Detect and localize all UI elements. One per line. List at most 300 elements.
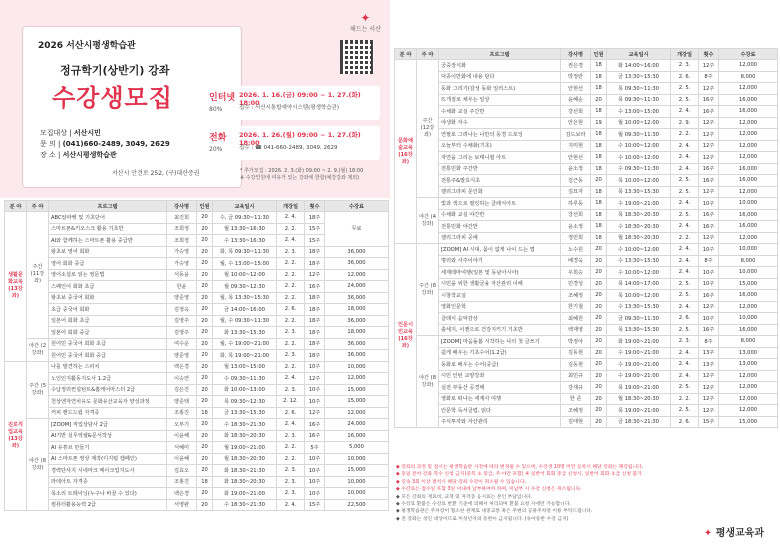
start-date: 2. 4. — [671, 244, 699, 256]
schedule: 금 13:30~15:30 — [213, 407, 277, 419]
start-date: 2. 5. — [671, 175, 699, 187]
teacher: 한기철 — [561, 301, 591, 313]
sessions: 10주 — [699, 267, 719, 279]
capacity: 20 — [591, 393, 607, 405]
sessions: 15주 — [305, 235, 325, 247]
teacher: 최진희 — [167, 212, 197, 224]
teacher: 박정아 — [561, 336, 591, 348]
sessions: 10주 — [305, 361, 325, 373]
capacity: 18 — [591, 221, 607, 233]
phone-box-date: 2026. 1. 26.(월) 09:00 ~ 1. 27.(화) 18:00 — [239, 131, 361, 147]
teacher: 서혜미 — [167, 442, 197, 454]
fee: 12,000 — [719, 117, 778, 129]
program-name: 원어민 중국어 회화 중급 — [49, 350, 167, 362]
start-date: 2. 2. — [277, 223, 305, 235]
teacher: 서동윤 — [167, 269, 197, 281]
teacher: 서영완 — [167, 499, 197, 511]
start-date: 2. 5. — [671, 290, 699, 302]
sessions: 12주 — [699, 83, 719, 95]
start-date: 2. 2. — [277, 281, 305, 293]
table-row — [5, 338, 389, 350]
capacity: 20 — [591, 278, 607, 290]
sessions: 16주 — [305, 430, 325, 442]
program-name: 전통민화 주간반 — [439, 163, 561, 175]
schedule: 금 09:30~11:30 — [607, 313, 671, 325]
program-name: 스마트폰&키오스크 활용 기초반 — [49, 223, 167, 235]
fee: 15,000 — [719, 278, 778, 290]
program-name: 명리와 사주이야기 — [439, 255, 561, 267]
program-name: 실전 부동산 공경매 — [439, 382, 561, 394]
teacher: 조혜정 — [561, 405, 591, 417]
schedule: 목 09:30~11:30 — [607, 83, 671, 95]
notice-item: ◆ 동일 분야 강좌 복수 신청 금지(중복 초 중급, 주·야간 포함) ※ 일반어 회화 중급 신청시, 일반어 회화 초급 신청 불가 — [396, 472, 642, 478]
place-value: 서산시평생학습관 — [62, 151, 117, 159]
schedule: 수 13:30~15:30 — [607, 255, 671, 267]
fee: 15,000 — [325, 465, 389, 477]
schedule: 금 14:00~16:00 — [213, 304, 277, 316]
sessions: 10주 — [305, 465, 325, 477]
notice-item: ◆ 모든 강좌의 재료비, 교재 및 자격증 응시료는 본인 부담입니다. — [396, 494, 533, 500]
teacher: 노수원 — [561, 244, 591, 256]
fee: 24,000 — [325, 419, 389, 431]
table-row — [5, 281, 389, 293]
schedule: 목 13:30~15:30 — [607, 324, 671, 336]
capacity: 20 — [197, 373, 213, 385]
notice-item: ◆ 수강료는 접수일 포함 3일 이내에 납부하여야 하며, 미납부 시 수강 신청은 취소됩니다. — [396, 487, 582, 493]
teacher: 이승연 — [167, 373, 197, 385]
table-row — [395, 175, 778, 187]
program-name: 주식투자와 자산관리 — [439, 416, 561, 428]
sessions: 16주 — [699, 94, 719, 106]
fee: 24,000 — [325, 281, 389, 293]
teacher: 김묘자 — [561, 186, 591, 198]
fee: 16,000 — [719, 209, 778, 221]
sessions: 12주 — [699, 129, 719, 141]
program-name: 덕종이만화에 내용 담다 — [439, 71, 561, 83]
table-row — [5, 212, 389, 224]
start-date: 2. 5. — [671, 405, 699, 417]
start-date: 2. 2. — [277, 258, 305, 270]
teacher: 김근동 — [561, 175, 591, 187]
capacity: 18 — [591, 106, 607, 118]
schedule: 수 09:30~11:30 — [607, 163, 671, 175]
start-date: 2. 2. — [277, 361, 305, 373]
teacher: 여수운 — [167, 338, 197, 350]
extra-notes — [240, 168, 363, 182]
phone-box-pct: 20% — [209, 146, 223, 153]
sessions: 12주 — [305, 373, 325, 385]
program-name: 시창작교실 — [439, 290, 561, 302]
table-row — [395, 221, 778, 233]
capacity: 20 — [197, 304, 213, 316]
fee: 12,000 — [719, 186, 778, 198]
sessions: 16주 — [305, 419, 325, 431]
start-date: 2. 5. — [671, 209, 699, 221]
header-capacity: 인원 — [197, 201, 213, 212]
program-name: 영어 회화 중급 — [49, 258, 167, 270]
fee: 10,000 — [719, 313, 778, 325]
sessions: 10주 — [305, 476, 325, 488]
table-row — [5, 315, 389, 327]
start-date: 2. 2. — [277, 315, 305, 327]
fee: 무료 — [325, 212, 389, 247]
teacher: 윤소정 — [561, 163, 591, 175]
sessions: 15주 — [305, 223, 325, 235]
capacity: 20 — [591, 405, 607, 417]
start-date: 2. 5. — [671, 382, 699, 394]
schedule: 목 18:30~20:30 — [607, 209, 671, 221]
schedule: 목 19:00~21:00 — [607, 405, 671, 417]
table-row — [395, 232, 778, 244]
start-date: 2. 6. — [671, 416, 699, 428]
teacher: 윤소정 — [561, 221, 591, 233]
sessions: 16주 — [699, 163, 719, 175]
sessions: 16주 — [305, 281, 325, 293]
capacity: 20 — [197, 235, 213, 247]
fee: 15,000 — [325, 396, 389, 408]
start-date: 2. 4. — [277, 373, 305, 385]
teacher: 한 준 — [561, 393, 591, 405]
fee: 12,000 — [719, 83, 778, 95]
capacity: 18 — [591, 209, 607, 221]
schedule: 화 19:00~21:00 — [607, 336, 671, 348]
fee: 16,000 — [325, 430, 389, 442]
schedule: 월 10:00~12:00 — [607, 117, 671, 129]
capacity: 18 — [591, 129, 607, 141]
city-logo-text: 해드는 서산 — [350, 26, 381, 33]
shift-cell: 주간 (5강좌) — [27, 361, 49, 419]
teacher: 김동현 — [561, 359, 591, 371]
fee: 12,000 — [719, 370, 778, 382]
schedule: 월, 수 09:30~11:30 — [213, 315, 277, 327]
table-row — [395, 129, 778, 141]
capacity: 20 — [197, 246, 213, 258]
schedule: 월 09:30~12:30 — [213, 281, 277, 293]
shift-cell: 야간 (2강좌) — [27, 338, 49, 361]
capacity: 20 — [591, 94, 607, 106]
sessions: 16주 — [699, 324, 719, 336]
fee: 10,000 — [325, 488, 389, 500]
sessions: 8주 — [699, 71, 719, 83]
start-date: 2. 5. — [671, 94, 699, 106]
table-row — [395, 71, 778, 83]
table-row — [395, 405, 778, 417]
sessions: 18주 — [305, 327, 325, 339]
header-program: 프로그램 — [439, 49, 561, 60]
place-label: 장 소 | — [40, 151, 61, 159]
fee: 12,000 — [719, 393, 778, 405]
city-logo-icon: ✦ — [360, 11, 371, 25]
sessions: 12주 — [699, 140, 719, 152]
fee: 12,000 — [719, 232, 778, 244]
program-name: AI 유튜브 만들기 — [49, 442, 167, 454]
capacity: 20 — [197, 453, 213, 465]
capacity: 20 — [197, 281, 213, 293]
teacher: 이윤혜 — [167, 453, 197, 465]
schedule: 화, 목 19:00~21:00 — [213, 350, 277, 362]
program-name: 나를 발견하는 스피치 — [49, 361, 167, 373]
fee: 16,000 — [719, 94, 778, 106]
teacher: 김정옥 — [167, 304, 197, 316]
header-time: 주 야 — [27, 201, 49, 212]
teacher: 이윤혜 — [167, 430, 197, 442]
sessions: 13주 — [699, 347, 719, 359]
capacity: 20 — [197, 315, 213, 327]
start-date: 2. 4. — [671, 140, 699, 152]
schedule: 수 19:00~21:00 — [607, 370, 671, 382]
program-name: 빛과 색으로 필링하는 클래식아트 — [439, 198, 561, 210]
notice-item: ◆ 연속 3회 이상 결석시 해당 강좌 수강이 취소될 수 있습니다. — [396, 479, 527, 485]
table-row — [395, 359, 778, 371]
table-row — [395, 60, 778, 72]
fee: 12,000 — [325, 407, 389, 419]
header-sessions: 횟수 — [305, 201, 325, 212]
capacity: 18 — [197, 407, 213, 419]
fee: 12,000 — [719, 129, 778, 141]
teacher: 최민규 — [561, 370, 591, 382]
sessions: 16주 — [699, 290, 719, 302]
capacity: 20 — [591, 267, 607, 279]
schedule: 수 19:00~21:00 — [607, 359, 671, 371]
fee: 16,000 — [719, 163, 778, 175]
table-row — [5, 419, 389, 431]
table-row — [395, 244, 778, 256]
table-row — [395, 370, 778, 382]
capacity: 18 — [591, 152, 607, 164]
header-teacher: 강사명 — [561, 49, 591, 60]
table-row — [395, 83, 778, 95]
program-name: 시민을 위한 생활금융 자산관리 이해 — [439, 278, 561, 290]
fee: 15,000 — [325, 384, 389, 396]
start-date: 2. 2. — [277, 292, 305, 304]
program-name: 뜨개질로 채우는 일상 — [439, 94, 561, 106]
table-row — [395, 416, 778, 428]
notice-item: ◆ 강좌의 과정 및 접시는 평생학습관 사정에 따라 변경될 수 있으며, 수강생 10명 미만 등록시 해당 강좌는 폐강됩니다. — [396, 465, 644, 470]
table-row — [395, 106, 778, 118]
teacher: 양준영 — [167, 292, 197, 304]
sessions: 18주 — [305, 258, 325, 270]
fee: 8,000 — [719, 336, 778, 348]
sessions: 18주 — [305, 304, 325, 316]
category-cell: 인문시민교육 (16강좌) — [395, 244, 417, 428]
sessions: 12주 — [699, 60, 719, 72]
teacher: 김은진 — [167, 384, 197, 396]
schedule: 화 10:00~13:00 — [213, 384, 277, 396]
start-date: 2. 5. — [671, 186, 699, 198]
capacity: 18 — [591, 163, 607, 175]
start-date: 2. 6. — [671, 313, 699, 325]
program-name: AI 스마트폰 영상 제작(디지털 캠페인) — [49, 453, 167, 465]
shift-cell: 주간 (12강좌) — [417, 60, 439, 198]
capacity: 20 — [591, 336, 607, 348]
internet-label: 인터넷 — [209, 93, 236, 103]
program-name: 전통주&발효식초 — [439, 175, 561, 187]
program-name: 인문학 독서클럽, 읽다 — [439, 405, 561, 417]
start-date: 2. 4. — [671, 198, 699, 210]
program-name: 천상엔자연치유도 문화유산교육자 양성과정 — [49, 396, 167, 408]
teacher: 안은현 — [561, 117, 591, 129]
table-row — [395, 186, 778, 198]
capacity: 20 — [197, 396, 213, 408]
teacher: 우희승 — [561, 267, 591, 279]
sessions: 8주 — [699, 255, 719, 267]
sessions: 12주 — [699, 117, 719, 129]
phone-box — [205, 126, 380, 160]
teacher: 조혜정 — [561, 290, 591, 302]
capacity: 18 — [591, 198, 607, 210]
teacher: 김효오 — [167, 465, 197, 477]
schedule: 수 13:30~16:30 — [213, 235, 277, 247]
category-cell: 문화예술교육 (16강좌) — [395, 60, 417, 244]
start-date: 2. 4. — [671, 267, 699, 279]
schedule: 목 19:00~21:00 — [607, 382, 671, 394]
header-field: 분 야 — [5, 201, 27, 212]
fee: 36,000 — [325, 350, 389, 362]
notice-item: ◆ 평생학습관은 주차장이 협소한 관계로 대중교통 혹은 주변의 공용주차장 이용 부탁드립니다. — [396, 509, 593, 515]
teacher: 박정란 — [561, 71, 591, 83]
phone-box-how: 접수 : ☎ 041-660-2489, 3049, 2629 — [239, 145, 338, 151]
schedule: 월, 수 13:00~15:00 — [213, 258, 277, 270]
sessions: 10주 — [305, 453, 325, 465]
sessions: 12주 — [699, 301, 719, 313]
schedule: 월 18:30~20:30 — [213, 453, 277, 465]
schedule: 월 18:30~20:30 — [607, 232, 671, 244]
start-date: 2. 3. — [277, 246, 305, 258]
sessions: 12주 — [699, 405, 719, 417]
table-row — [395, 209, 778, 221]
right-panel — [390, 0, 780, 551]
fee: 36,000 — [325, 258, 389, 270]
left-table-header — [5, 201, 389, 212]
table-row — [5, 269, 389, 281]
start-date: 2. 4. — [671, 163, 699, 175]
table-row — [395, 198, 778, 210]
capacity: 18 — [591, 140, 607, 152]
table-row — [5, 407, 389, 419]
program-name: 세계테마여행(일본 및 동남아시아) — [439, 267, 561, 279]
sessions: 15주 — [699, 416, 719, 428]
capacity: 20 — [197, 430, 213, 442]
program-name: 클래식 음악감상 — [439, 313, 561, 325]
fee: 10,000 — [325, 453, 389, 465]
sessions: 18주 — [305, 246, 325, 258]
program-name: 출세지, 이젠으로 건강지키기 기초반 — [439, 324, 561, 336]
start-date: 2. 4. — [671, 152, 699, 164]
schedule: 수 18:30~21:30 — [213, 419, 277, 431]
table-row — [5, 499, 389, 511]
table-row — [395, 324, 778, 336]
teacher: 김영주 — [167, 327, 197, 339]
teacher: 조홍진 — [167, 476, 197, 488]
fee: 12,000 — [719, 60, 778, 72]
capacity: 20 — [591, 175, 607, 187]
sessions: 10주 — [305, 488, 325, 500]
header-capacity: 인원 — [591, 49, 607, 60]
capacity: 20 — [591, 244, 607, 256]
start-date: 2. 5. — [671, 278, 699, 290]
teacher: 백은경 — [167, 361, 197, 373]
fee: 10,000 — [719, 198, 778, 210]
fee: 36,000 — [325, 315, 389, 327]
capacity: 20 — [197, 269, 213, 281]
fee: 10,000 — [719, 244, 778, 256]
teacher: 하루동 — [561, 198, 591, 210]
table-row — [5, 373, 389, 385]
table-row — [5, 453, 389, 465]
table-row — [395, 152, 778, 164]
fee: 5,000 — [325, 442, 389, 454]
fee: 22,500 — [325, 499, 389, 511]
start-date: 2. 3. — [277, 476, 305, 488]
table-row — [395, 117, 778, 129]
table-row — [395, 94, 778, 106]
header-fee: 수강료 — [719, 49, 778, 60]
teacher: 조희정 — [167, 235, 197, 247]
table-row — [395, 163, 778, 175]
teacher: 한윤 — [167, 281, 197, 293]
table-row — [5, 396, 389, 408]
table-row — [395, 347, 778, 359]
start-date: 2. 4. — [671, 359, 699, 371]
schedule: 금 13:30~15:30 — [607, 71, 671, 83]
start-date: 2. 3. — [277, 488, 305, 500]
left-course-table — [4, 200, 389, 511]
schedule: 수 13:00~15:00 — [607, 106, 671, 118]
program-name: 일본어 회화 초급 — [49, 315, 167, 327]
program-name: 목소리 트레이닝(누구나 바꿀 수 있다) — [49, 488, 167, 500]
header-schedule: 교육일시 — [213, 201, 277, 212]
sessions: 8주 — [699, 336, 719, 348]
teacher: 김드보라 — [561, 129, 591, 141]
capacity: 20 — [591, 324, 607, 336]
program-name: 캘리그라피 문인화 — [439, 186, 561, 198]
schedule: 목 10:00~12:00 — [607, 175, 671, 187]
program-name: 컴퓨터활용능력 2급 — [49, 499, 167, 511]
capacity: 18 — [591, 186, 607, 198]
start-date: 2. 4. — [671, 106, 699, 118]
table-row — [395, 278, 778, 290]
fee: 16,000 — [719, 324, 778, 336]
program-name: 동화로 배우는 수어(중급) — [439, 359, 561, 371]
hero-title-top: 2026 서산시평생학습관 — [38, 41, 136, 51]
capacity: 20 — [197, 465, 213, 477]
fee: 12,000 — [719, 405, 778, 417]
teacher: 양준영 — [167, 350, 197, 362]
teacher: 배경욱 — [561, 255, 591, 267]
capacity: 18 — [591, 71, 607, 83]
sessions: 12주 — [305, 407, 325, 419]
teacher: 김영주 — [167, 315, 197, 327]
program-name: 스페인어 회화 초급 — [49, 281, 167, 293]
fee: 16,000 — [719, 290, 778, 302]
category-cell: 진로직업교육 (13강좌) — [5, 361, 27, 511]
capacity: 18 — [591, 60, 607, 72]
sessions: 10주 — [699, 244, 719, 256]
teacher: 양준택 — [167, 396, 197, 408]
table-row — [395, 255, 778, 267]
table-row — [5, 465, 389, 477]
internet-pct: 80% — [209, 106, 223, 113]
schedule: 화 18:30~20:30 — [213, 476, 277, 488]
right-table-header — [395, 49, 778, 60]
program-name: [ZOOM] 직업상담사 2급 — [49, 419, 167, 431]
schedule: 수 18:30~21:30 — [213, 499, 277, 511]
capacity: 20 — [197, 223, 213, 235]
capacity: 20 — [591, 313, 607, 325]
schedule: 화 18:30~21:30 — [213, 465, 277, 477]
program-name: [ZOOM] AI 시대, 몸이 없게 나이 드는 법 — [439, 244, 561, 256]
table-row — [5, 476, 389, 488]
